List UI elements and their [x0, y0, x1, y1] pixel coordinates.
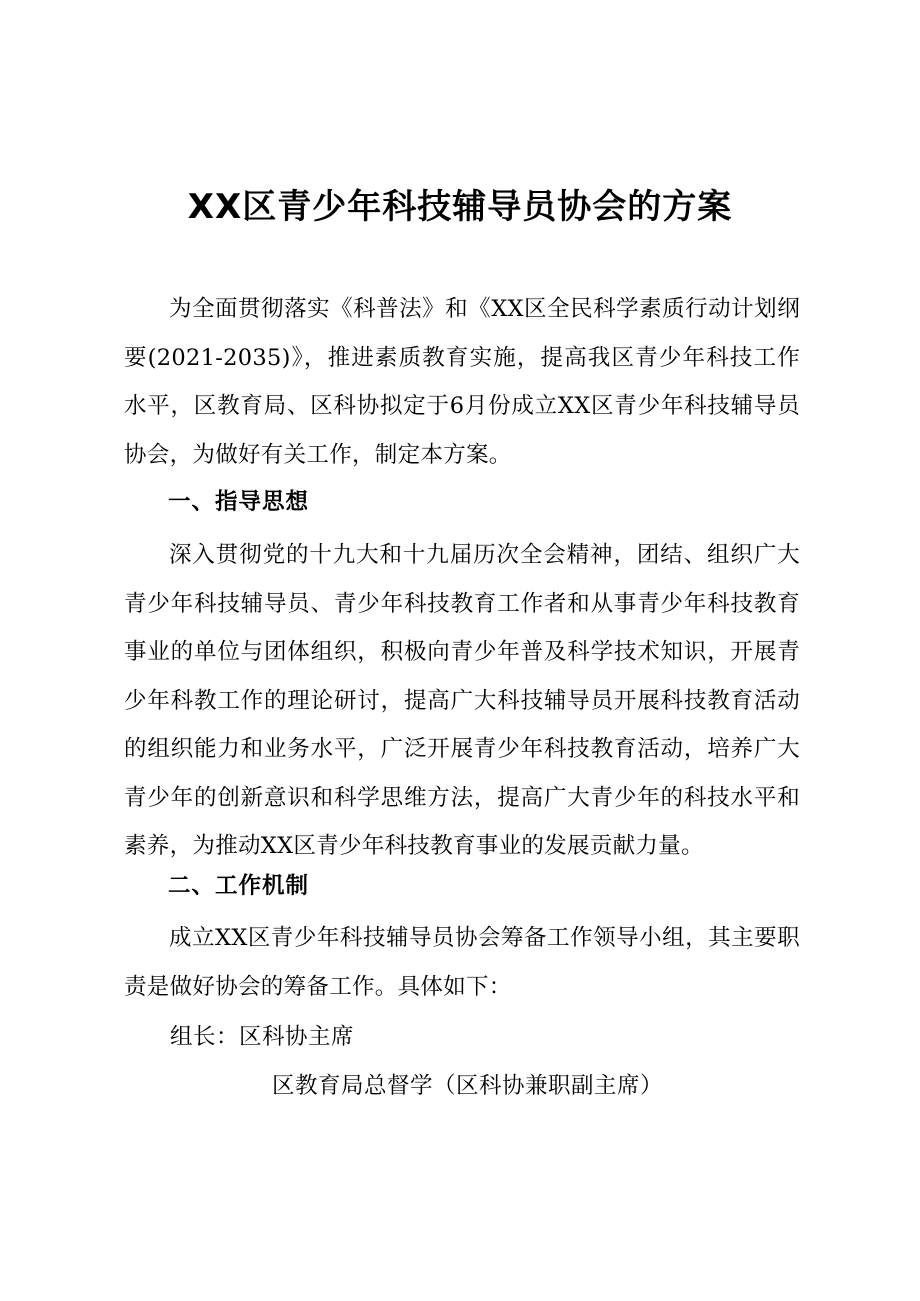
guiding-ideology-paragraph: 深入贯彻党的十九大和十九届历次全会精神，团结、组织广大青少年科技辅导员、青少年科技教育工作者和从事青少年科技教育事业的单位与团体组织，积极向青少年普及科学技术知识，开展青少年科教工作的理论研讨，提高广大科技辅导员开展科技教育活动的组织能力和业务水平，广泛开展青少年科技教育活动，培养广大青少年的创新意识和科学思维方法，提高广大青少年的科技水平和素养，为推动XX区青少年科技教育事业的发展贡献力量。: [124, 542, 800, 859]
intro-paragraph: 为全面贯彻落实《科普法》和《XX区全民科学素质行动计划纲要(2021-2035)》，推进素质教育实施，提高我区青少年科技工作水平，区教育局、区科协拟定于6月份成立XX区青少年科技辅导员协会，为做好有关工作，制定本方案。: [124, 296, 800, 468]
section-heading-work-mechanism: 二、工作机制: [168, 873, 310, 899]
group-member-line: 区教育局总督学（区科协兼职副主席）: [272, 1073, 664, 1099]
work-mechanism-paragraph: 成立XX区青少年科技辅导员协会筹备工作领导小组，其主要职责是做好协会的筹备工作。具体如下：: [124, 925, 800, 1000]
section-heading-guiding-ideology: 一、指导思想: [168, 489, 310, 515]
group-leader-line: 组长：区科协主席: [170, 1024, 355, 1050]
document-title: XX区青少年科技辅导员协会的方案: [187, 187, 733, 227]
